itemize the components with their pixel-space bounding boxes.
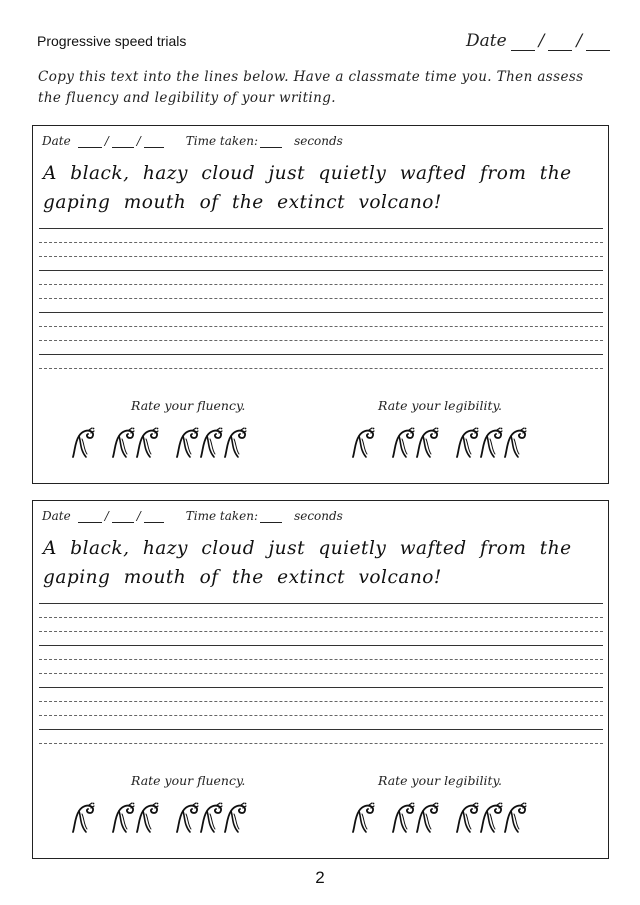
legibility-rating-1-wave[interactable] [351,426,375,458]
writing-guide-line [39,256,603,257]
trial-date-day-blank[interactable] [78,137,102,148]
wave-icon [223,801,247,833]
header-date-separator: / [538,31,545,51]
wave-icon [175,426,199,458]
time-taken-blank[interactable] [260,512,282,523]
trial-date-label: Date [42,134,71,148]
fluency-rating-label: Rate your fluency. [131,398,246,413]
header-date-year-blank[interactable] [586,36,610,51]
wave-icon [71,426,95,458]
trial-date-separator: / [104,134,109,148]
legibility-rating-options [351,801,527,833]
time-taken-blank[interactable] [260,137,282,148]
writing-baseline [39,729,603,730]
legibility-rating-2-waves[interactable] [391,801,439,833]
writing-guide-line [39,340,603,341]
wave-icon [111,426,135,458]
writing-guide-line [39,617,603,618]
wave-icon [415,801,439,833]
writing-guide-line [39,743,603,744]
header-date-field [466,31,610,51]
header-date-month-blank[interactable] [548,36,572,51]
wave-icon [135,801,159,833]
trial-date-year-blank[interactable] [144,137,164,148]
wave-icon [503,801,527,833]
writing-guide-line [39,631,603,632]
writing-baseline [39,270,603,271]
header-date-separator: / [576,31,583,51]
wave-icon [223,426,247,458]
fluency-rating-3-waves[interactable] [175,801,247,833]
writing-guide-line [39,368,603,369]
header-date-day-blank[interactable] [511,36,535,51]
trial-meta-row [42,509,343,523]
legibility-rating-3-waves[interactable] [455,426,527,458]
trial-date-month-blank[interactable] [112,512,134,523]
wave-icon [199,801,223,833]
writing-baseline [39,354,603,355]
wave-icon [351,426,375,458]
instructions-text: Copy this text into the lines below. Have a classmate time you. Then assess the fluency and legibility of your writing. [38,69,584,106]
fluency-rating-2-waves[interactable] [111,426,159,458]
wave-icon [391,426,415,458]
seconds-label: seconds [294,134,343,148]
writing-guide-line [39,715,603,716]
trial-date-day-blank[interactable] [78,512,102,523]
wave-icon [351,801,375,833]
passage-line: A black, hazy cloud just quietly wafted from the [43,538,572,559]
trial-date-separator: / [104,509,109,523]
writing-guide-line [39,242,603,243]
fluency-rating-label: Rate your fluency. [131,773,246,788]
wave-icon [199,426,223,458]
writing-lines[interactable] [39,228,603,368]
legibility-rating-label: Rate your legibility. [378,398,502,413]
fluency-rating-1-wave[interactable] [71,801,95,833]
writing-baseline [39,687,603,688]
wave-icon [175,801,199,833]
writing-baseline [39,228,603,229]
writing-baseline [39,312,603,313]
legibility-rating-1-wave[interactable] [351,801,375,833]
copy-passage [43,159,593,217]
copy-passage [43,534,593,592]
writing-lines[interactable] [39,603,603,743]
wave-icon [135,426,159,458]
wave-icon [111,801,135,833]
speed-trial-panel [32,500,609,859]
trial-date-separator: / [136,509,141,523]
writing-baseline [39,603,603,604]
wave-icon [415,426,439,458]
wave-icon [391,801,415,833]
writing-guide-line [39,659,603,660]
fluency-rating-2-waves[interactable] [111,801,159,833]
passage-line: gaping mouth of the extinct volcano! [43,192,442,213]
passage-line: gaping mouth of the extinct volcano! [43,567,442,588]
wave-icon [455,801,479,833]
passage-line: A black, hazy cloud just quietly wafted from the [43,163,572,184]
legibility-rating-label: Rate your legibility. [378,773,502,788]
speed-trial-panel [32,125,609,484]
fluency-rating-1-wave[interactable] [71,426,95,458]
writing-guide-line [39,284,603,285]
wave-icon [503,426,527,458]
time-taken-label: Time taken: [185,134,259,148]
wave-icon [479,801,503,833]
legibility-rating-options [351,426,527,458]
fluency-rating-3-waves[interactable] [175,426,247,458]
writing-guide-line [39,298,603,299]
header-date-label: Date [466,31,507,51]
wave-icon [455,426,479,458]
writing-baseline [39,645,603,646]
writing-guide-line [39,326,603,327]
writing-guide-line [39,701,603,702]
seconds-label: seconds [294,509,343,523]
trial-date-year-blank[interactable] [144,512,164,523]
trial-date-month-blank[interactable] [112,137,134,148]
page-number: 2 [315,868,325,887]
trial-meta-row [42,134,343,148]
trial-date-separator: / [136,134,141,148]
fluency-rating-options [71,801,247,833]
worksheet-title: Progressive speed trials [37,33,187,49]
wave-icon [71,801,95,833]
legibility-rating-2-waves[interactable] [391,426,439,458]
legibility-rating-3-waves[interactable] [455,801,527,833]
writing-guide-line [39,673,603,674]
wave-icon [479,426,503,458]
time-taken-label: Time taken: [185,509,259,523]
fluency-rating-options [71,426,247,458]
trial-date-label: Date [42,509,71,523]
